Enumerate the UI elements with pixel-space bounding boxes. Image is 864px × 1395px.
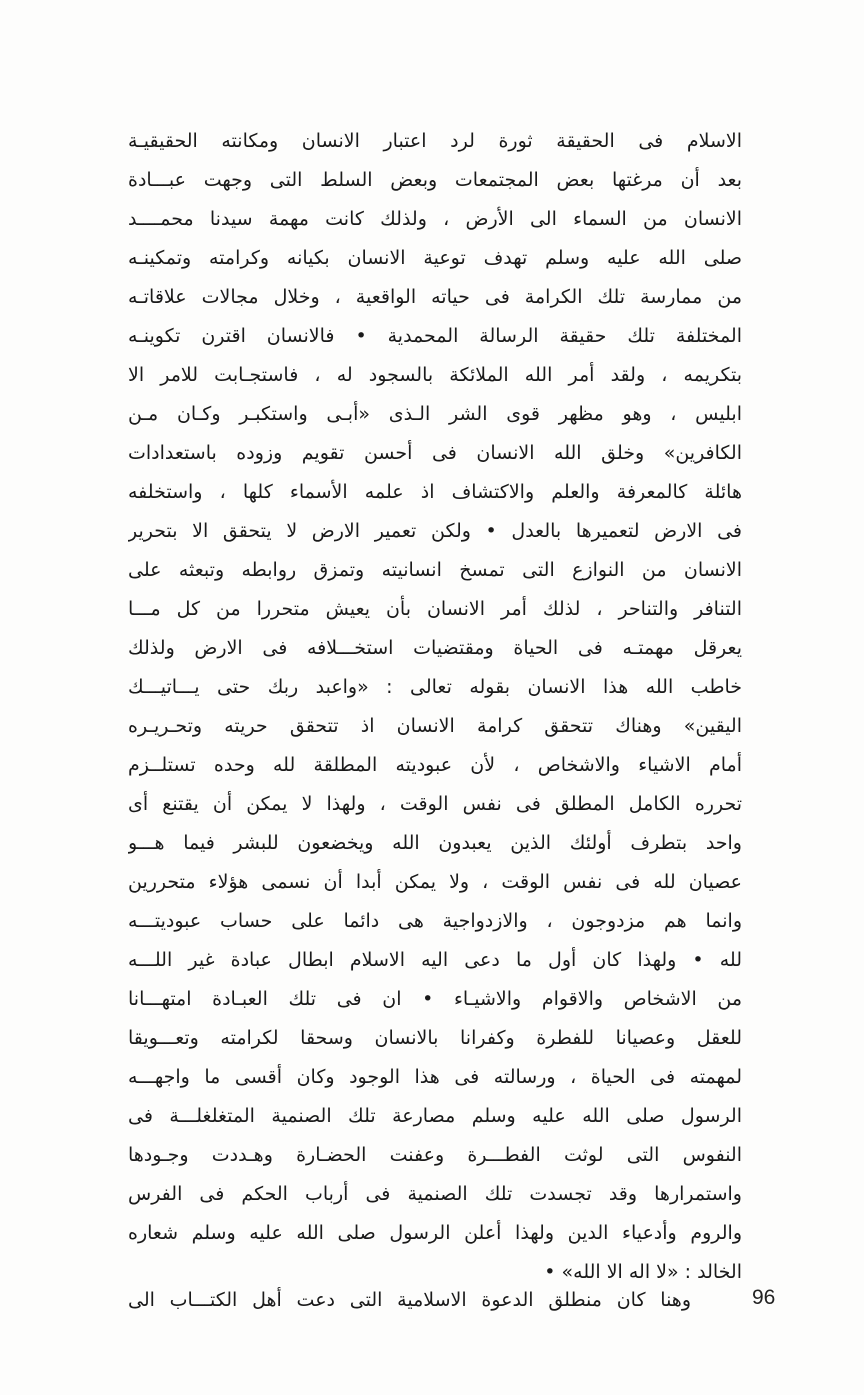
text-line-9: الكافرين» وخلق الله الانسان فى أحسن تقويم وزوده باستعدادات	[128, 442, 742, 464]
text-line-19: واحد بتطرف أولئك الذين يعبدون الله ويخضعون للبشر فيما هـــو	[128, 832, 742, 854]
paragraph-body	[128, 122, 742, 1292]
text-line-15: خاطب الله هذا الانسان بقوله تعالى : «واعبد ربك حتى يـــاتيـــك	[128, 676, 742, 698]
text-line-28: واستمرارها وقد تجسدت تلك الصنمية فى أرباب الحكم فى الفرس	[128, 1183, 742, 1205]
text-line-7: بتكريمه ، ولقد أمر الله الملائكة بالسجود له ، فاستجـابت للامر الا	[128, 364, 742, 386]
page-number: 96	[752, 1286, 776, 1309]
text-line-4: صلى الله عليه وسلم تهدف توعية الانسان بكيانه وكرامته وتمكينـه	[128, 247, 742, 269]
text-line-14: يعرقل مهمتـه فى الحياة ومقتضيات استخـــلافه فى الارض ولذلك	[128, 637, 742, 659]
text-line-20: عصيان لله فى نفس الوقت ، ولا يمكن أبدا أن نسمى هؤلاء متحررين	[128, 871, 742, 893]
text-line-10: هائلة كالمعرفة والعلم والاكتشاف اذ علمه الأسماء كلها ، واستخلفه	[128, 481, 742, 503]
text-line-27: النفوس التى لوثت الفطـــرة وعفنت الحضـارة وهـددت وجـودها	[128, 1144, 742, 1166]
text-line-18: تحرره الكامل المطلق فى نفس الوقت ، ولهذا لا يمكن أن يقتنع أى	[128, 793, 742, 815]
text-line-17: أمام الاشياء والاشخاص ، لأن عبوديته المطلقة لله وحده تستلــزم	[128, 754, 742, 776]
paragraph-opening-line: وهنا كان منطلق الدعوة الاسلامية التى دعت أهل الكتـــاب الى	[128, 1289, 691, 1311]
text-line-26: الرسول صلى الله عليه وسلم مصارعة تلك الصنمية المتغلغلـــة فى	[128, 1105, 742, 1127]
text-line-1: الاسلام فى الحقيقة ثورة لرد اعتبار الانسان ومكانته الحقيقيـة	[128, 130, 742, 152]
text-line-11: فى الارض لتعميرها بالعدل • ولكن تعمير الارض لا يتحقق الا بتحرير	[128, 520, 742, 542]
text-line-25: لمهمته فى الحياة ، ورسالته فى هذا الوجود وكان أقسى ما واجهـــه	[128, 1066, 742, 1088]
text-line-30: الخالد : «لا اله الا الله» •	[544, 1261, 742, 1283]
text-line-3: الانسان من السماء الى الأرض ، ولذلك كانت مهمة سيدنا محمــــد	[128, 208, 742, 230]
text-line-16: اليقين» وهناك تتحقق كرامة الانسان اذ تتحقق حريته وتحـريـره	[128, 715, 742, 737]
text-line-2: بعد أن مرغتها بعض المجتمعات وبعض السلط التى وجهت عبـــادة	[128, 169, 742, 191]
text-line-21: وانما هم مزدوجون ، والازدواجية هى دائما على حساب عبوديتـــه	[128, 910, 742, 932]
text-line-6: المختلفة تلك حقيقة الرسالة المحمدية • فالانسان اقترن تكوينـه	[128, 325, 742, 347]
text-line-12: الانسان من النوازع التى تمسخ انسانيته وتمزق روابطه وتبعثه على	[128, 559, 742, 581]
text-line-13: التنافر والتناحر ، لذلك أمر الانسان بأن يعيش متحررا من كل مـــا	[128, 598, 742, 620]
text-line-24: للعقل وعصيانا للفطرة وكفرانا بالانسان وسحقا لكرامته وتعـــويقا	[128, 1027, 742, 1049]
text-line-22: لله • ولهذا كان أول ما دعى اليه الاسلام ابطال عبادة غير اللـــه	[128, 949, 742, 971]
text-line-5: من ممارسة تلك الكرامة فى حياته الواقعية ، وخلال مجالات علاقاتـه	[128, 286, 742, 308]
text-line-23: من الاشخاص والاقوام والاشيـاء • ان فى تلك العبـادة امتهـــانا	[128, 988, 742, 1010]
text-line-29: والروم وأدعياء الدين ولهذا أعلن الرسول صلى الله عليه وسلم شعاره	[128, 1222, 742, 1244]
text-line-8: ابليس ، وهو مظهر قوى الشر الـذى «أبـى واستكبـر وكـان مـن	[128, 403, 742, 425]
